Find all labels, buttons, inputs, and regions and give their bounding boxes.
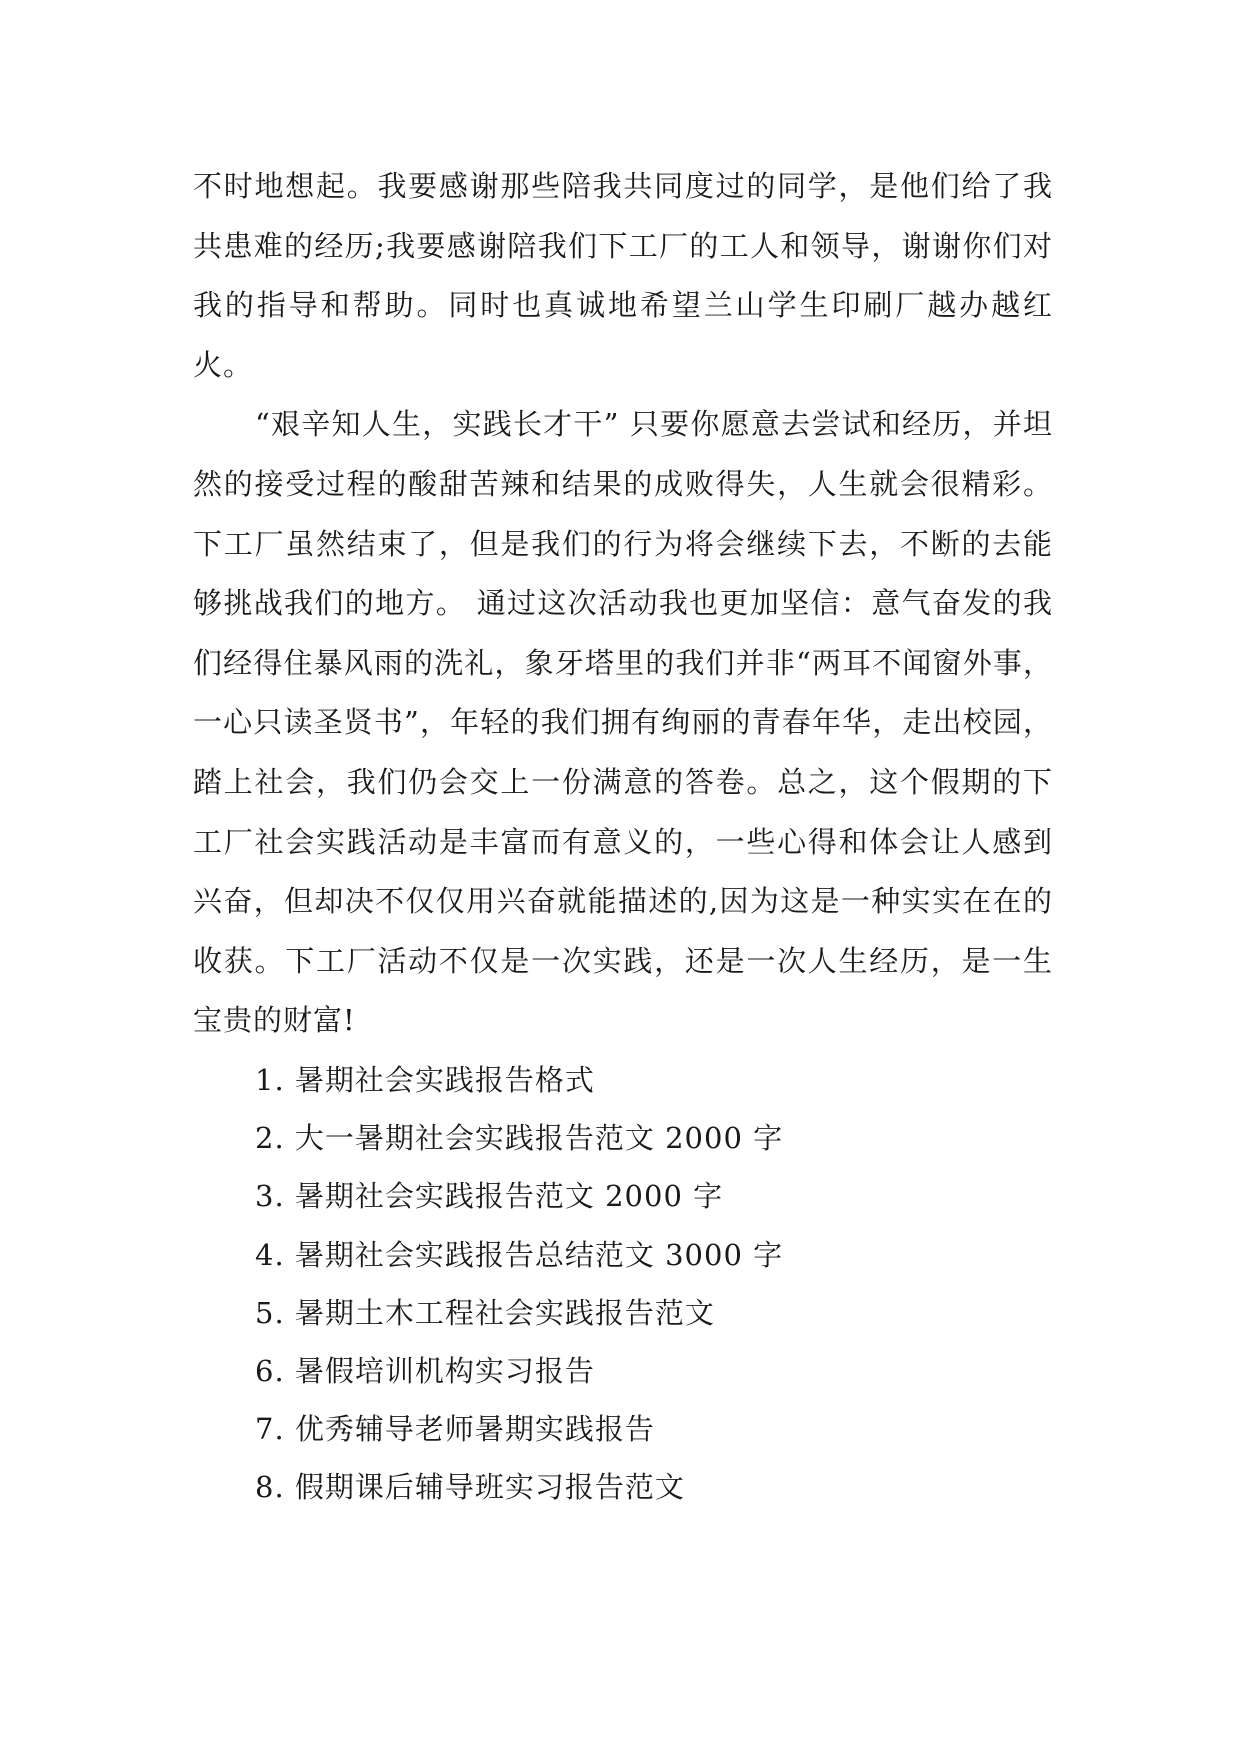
paragraph-continuation: 不时地想起。我要感谢那些陪我共同度过的同学，是他们给了我共患难的经历;我要感谢陪我们下工厂的工人和领导，谢谢你们对我的指导和帮助。同时也真诚地希望兰山学生印刷厂越办越红火。 bbox=[193, 169, 1053, 382]
list-item[interactable]: 3. 暑期社会实践报告范文 2000 字 bbox=[255, 1179, 724, 1214]
list-item[interactable]: 6. 暑假培训机构实习报告 bbox=[255, 1353, 595, 1388]
related-articles-list bbox=[193, 1051, 1053, 1517]
list-item[interactable]: 7. 优秀辅导老师暑期实践报告 bbox=[255, 1412, 655, 1447]
list-item[interactable]: 4. 暑期社会实践报告总结范文 3000 字 bbox=[255, 1237, 784, 1272]
document-body bbox=[193, 157, 1053, 1517]
list-item[interactable]: 1. 暑期社会实践报告格式 bbox=[255, 1062, 595, 1097]
list-item[interactable]: 8. 假期课后辅导班实习报告范文 bbox=[255, 1470, 685, 1505]
list-item[interactable]: 2. 大一暑期社会实践报告范文 2000 字 bbox=[255, 1121, 784, 1156]
list-item[interactable]: 5. 暑期土木工程社会实践报告范文 bbox=[255, 1295, 715, 1330]
paragraph-conclusion: “艰辛知人生，实践长才干” 只要你愿意去尝试和经历，并坦然的接受过程的酸甜苦辣和结果的成败得失，人生就会很精彩。下工厂虽然结束了，但是我们的行为将会继续下去，不断的去能够挑战我们的地方。 通过这次活动我也更加坚信：意气奋发的我们经得住暴风雨的洗礼，象牙塔里的我们并非“两耳不闻窗外事，一心只读圣贤书”，年轻的我们拥有绚丽的青春年华，走出校园，踏上社会，我们仍会交上一份满意的答卷。总之，这个假期的下工厂社会实践活动是丰富而有意义的，一些心得和体会让人感到兴奋，但却决不仅仅用兴奋就能描述的,因为这是一种实实在在的收获。下工厂活动不仅是一次实践，还是一次人生经历，是一生宝贵的财富! bbox=[193, 407, 1053, 1038]
